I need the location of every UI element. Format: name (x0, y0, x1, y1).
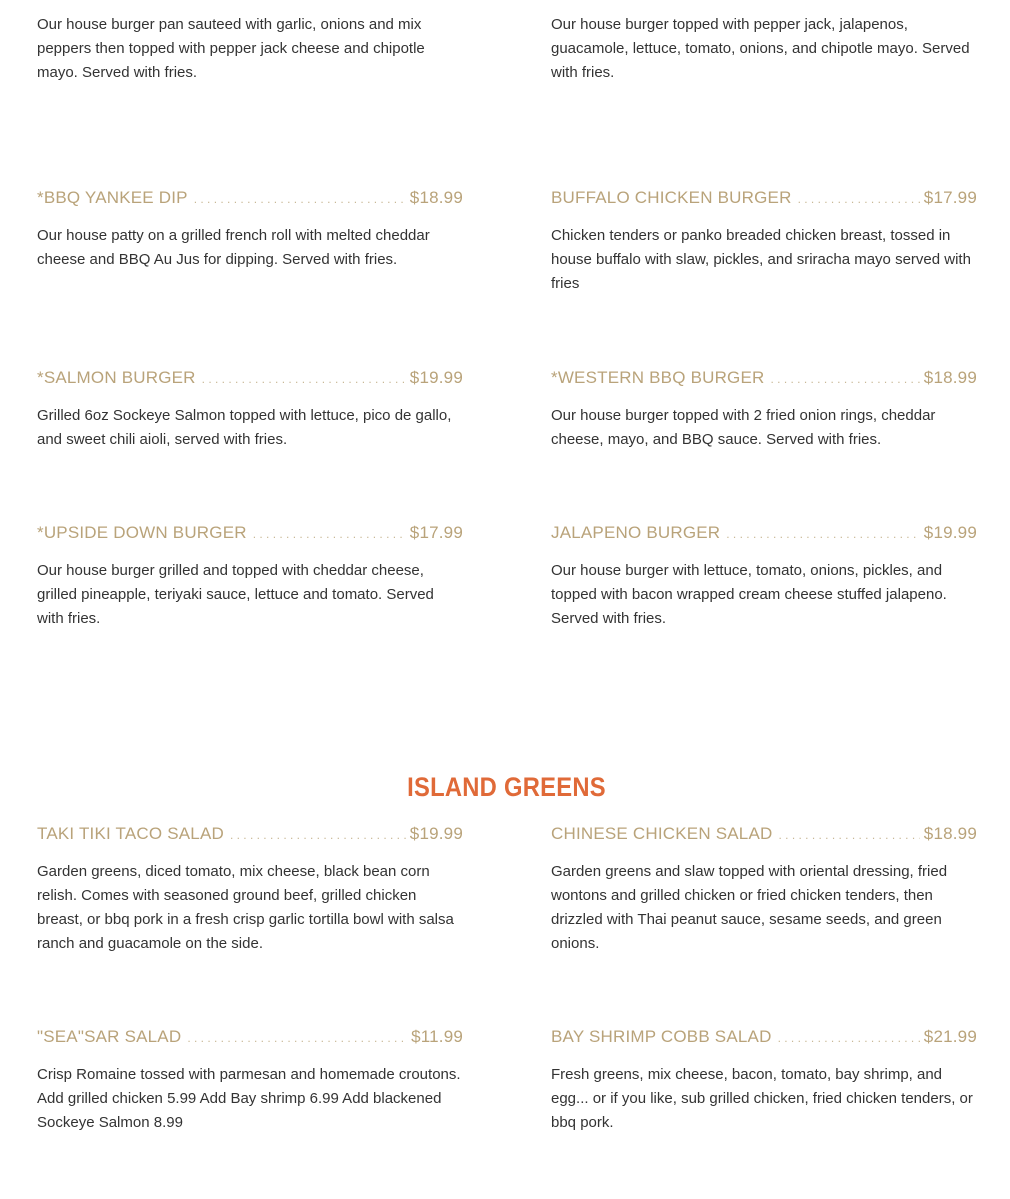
item-header (37, 187, 463, 210)
menu-item-upside-down-burger (37, 522, 463, 631)
item-description: Our house burger topped with pepper jack, jalapenos, guacamole, lettuce, tomato, onions, and chipotle mayo. Served with fries. (551, 16, 970, 81)
dot-leader (194, 188, 406, 210)
menu-item-taki-tiki-taco-salad (37, 823, 463, 956)
item-header (551, 522, 977, 545)
item-description: Our house burger topped with 2 fried onion rings, cheddar cheese, mayo, and BBQ sauce. Served with fries. (551, 407, 936, 448)
dot-leader (230, 824, 406, 846)
item-name: *UPSIDE DOWN BURGER (37, 523, 247, 542)
item-price: $19.99 (923, 523, 977, 542)
item-header (37, 367, 463, 390)
item-name: *SALMON BURGER (37, 368, 196, 387)
item-description: Garden greens and slaw topped with oriental dressing, fried wontons and grilled chicken or fried chicken tenders, then drizzled with Thai peanut sauce, sesame seeds, and green onions. (551, 863, 948, 952)
item-header (551, 187, 977, 210)
menu-item-bbq-yankee-dip (37, 187, 463, 272)
item-name: BAY SHRIMP COBB SALAD (551, 1027, 772, 1046)
item-name: JALAPENO BURGER (551, 523, 721, 542)
item-price: $17.99 (409, 523, 463, 542)
item-name: "SEA"SAR SALAD (37, 1027, 182, 1046)
menu-item-bay-shrimp-cobb-salad (551, 1026, 977, 1135)
menu-item-salmon-burger (37, 367, 463, 452)
item-price: $11.99 (411, 1027, 463, 1046)
item-description: Our house patty on a grilled french roll with melted cheddar cheese and BBQ Au Jus for dipping. Served with fries. (37, 227, 430, 268)
item-description: Garden greens, diced tomato, mix cheese, black bean corn relish. Comes with seasoned ground beef, grilled chicken breast, or bbq pork in a fresh crisp garlic tortilla bowl with salsa ranch and guacamole on the side. (37, 863, 454, 952)
item-price: $17.99 (923, 188, 977, 207)
item-header (37, 1026, 463, 1049)
item-price: $21.99 (923, 1027, 977, 1046)
dot-leader (253, 523, 406, 545)
item-description: Chicken tenders or panko breaded chicken breast, tossed in house buffalo with slaw, pickles, and sriracha mayo served with fries (551, 227, 971, 292)
item-description: Fresh greens, mix cheese, bacon, tomato, bay shrimp, and egg... or if you like, sub grilled chicken, fried chicken tenders, or bbq pork. (551, 1066, 973, 1131)
item-header (551, 1026, 977, 1049)
dot-leader (798, 188, 920, 210)
menu-item-buffalo-chicken-burger (551, 187, 977, 296)
menu-item-western-bbq-burger (551, 367, 977, 452)
item-header (37, 522, 463, 545)
item-description: Our house burger with lettuce, tomato, onions, pickles, and topped with bacon wrapped cream cheese stuffed jalapeno. Served with fries. (551, 562, 947, 627)
menu-item-chinese-chicken-salad (551, 823, 977, 956)
item-name: *BBQ YANKEE DIP (37, 188, 188, 207)
dot-leader (202, 368, 406, 390)
menu-item-continued-right (551, 13, 977, 85)
item-name: CHINESE CHICKEN SALAD (551, 824, 773, 843)
item-name: BUFFALO CHICKEN BURGER (551, 188, 792, 207)
menu-item-seasar-salad (37, 1026, 463, 1135)
item-price: $19.99 (409, 368, 463, 387)
item-header (551, 823, 977, 846)
item-header (551, 367, 977, 390)
dot-leader (778, 1027, 920, 1049)
dot-leader (187, 1027, 407, 1049)
item-price: $19.99 (409, 824, 463, 843)
dot-leader (778, 824, 919, 846)
item-description: Crisp Romaine tossed with parmesan and homemade croutons. Add grilled chicken 5.99 Add Bay shrimp 6.99 Add blackened Sockeye Salmon 8.99 (37, 1066, 461, 1131)
section-title-island-greens: ISLAND GREENS (407, 772, 606, 802)
item-price: $18.99 (409, 188, 463, 207)
item-name: TAKI TIKI TACO SALAD (37, 824, 224, 843)
item-price: $18.99 (923, 368, 977, 387)
menu-item-continued-left (37, 13, 463, 85)
menu-item-jalapeno-burger (551, 522, 977, 631)
item-price: $18.99 (923, 824, 977, 843)
item-description: Grilled 6oz Sockeye Salmon topped with lettuce, pico de gallo, and sweet chili aioli, served with fries. (37, 407, 452, 448)
item-header (37, 823, 463, 846)
item-name: *WESTERN BBQ BURGER (551, 368, 765, 387)
item-description: Our house burger grilled and topped with cheddar cheese, grilled pineapple, teriyaki sauce, lettuce and tomato. Served with fries. (37, 562, 434, 627)
dot-leader (726, 523, 920, 545)
dot-leader (771, 368, 920, 390)
item-description: Our house burger pan sauteed with garlic, onions and mix peppers then topped with pepper jack cheese and chipotle mayo. Served with fries. (37, 16, 425, 81)
